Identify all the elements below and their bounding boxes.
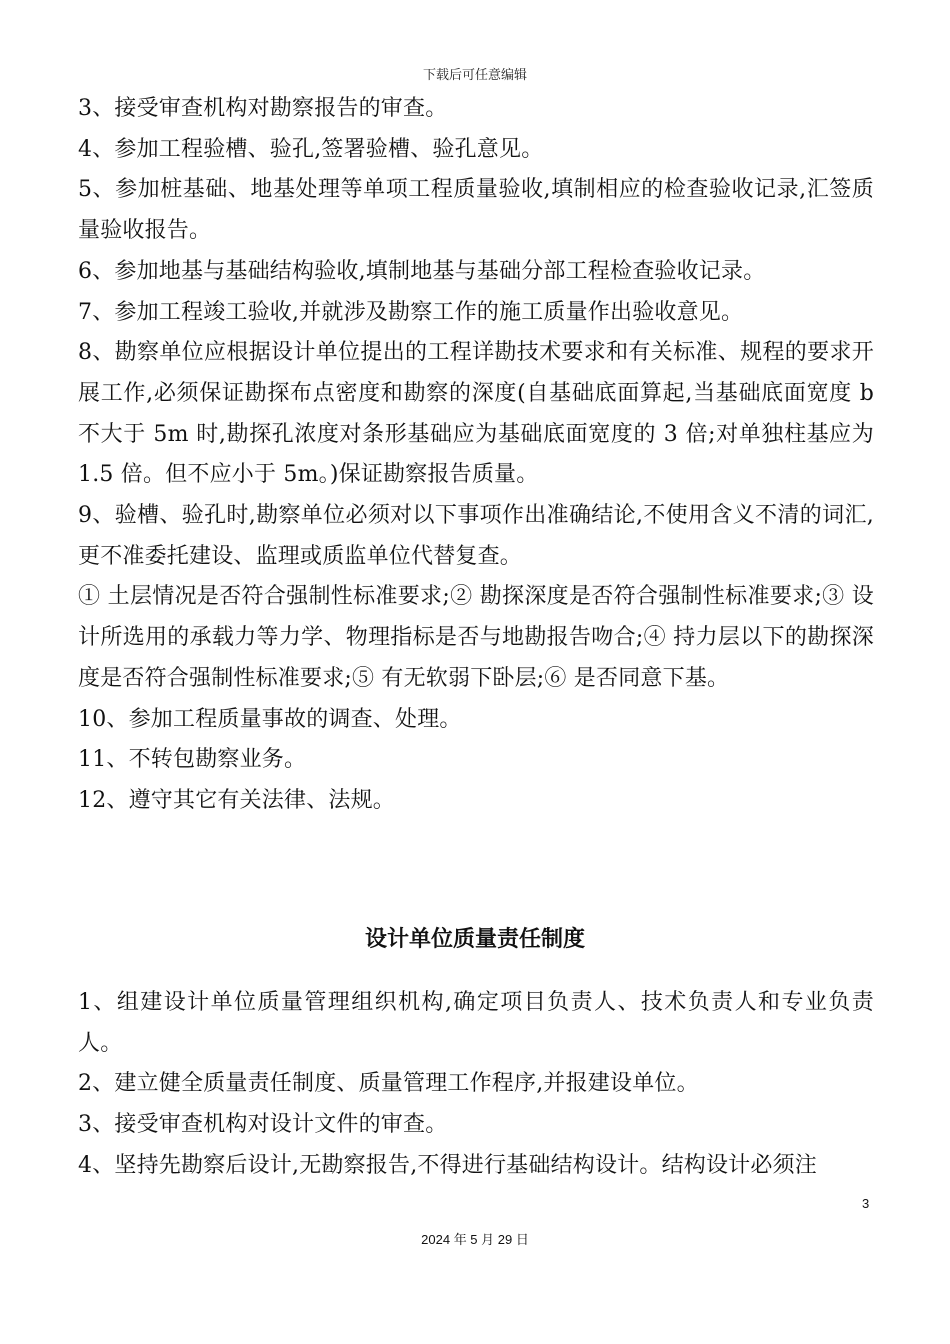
design-paragraph-4: 4、坚持先勘察后设计,无勘察报告,不得进行基础结构设计。结构设计必须注 — [78, 1152, 817, 1178]
design-paragraph-1: 1、组建设计单位质量管理组织机构,确定项目负责人、技术负责人和专业负责人。 — [78, 990, 874, 1056]
design-paragraph-2: 2、建立健全质量责任制度、质量管理工作程序,并报建设单位。 — [78, 1071, 699, 1097]
paragraph-item-4: 4、参加工程验槽、验孔,签署验槽、验孔意见。 — [78, 136, 544, 162]
paragraph-item-3: 3、接受审查机构对勘察报告的审查。 — [78, 96, 448, 121]
paragraph-item-11: 11、不转包勘察业务。 — [78, 747, 307, 773]
paragraph-item-12: 12、遵守其它有关法律、法规。 — [78, 787, 395, 813]
paragraph-item-9: 9、验槽、验孔时,勘察单位必须对以下事项作出准确结论,不使用含义不清的词汇,更不准委托建设、监理或质监单位代替复查。 — [78, 503, 874, 569]
paragraph-item-8: 8、勘察单位应根据设计单位提出的工程详勘技术要求和有关标准、规程的要求开展工作,必须保证勘探布点密度和勘察的深度(自基础底面算起,当基础底面宽度 b 不大于 5m 时,勘探孔浓度对条形基础应为基础底面宽度的 3 倍;对单独柱基应为 1.5 倍。但不应小于 5m。)保证勘察报告质量。 — [78, 340, 874, 488]
footer-date: 2024 年 5 月 29 日 — [421, 1232, 529, 1247]
paragraph-item-6: 6、参加地基与基础结构验收,填制地基与基础分部工程检查验收记录。 — [78, 258, 766, 284]
page-number: 3 — [862, 1196, 870, 1211]
paragraph-checklist: ① 土层情况是否符合强制性标准要求;② 勘探深度是否符合强制性标准要求;③ 设计所选用的承载力等力学、物理指标是否与地勘报告吻合;④ 持力层以下的勘探深度是否符合强制性标准要求;⑤ 有无软弱下卧层;⑥ 是否同意下基。 — [78, 584, 874, 691]
paragraph-item-10: 10、参加工程质量事故的调查、处理。 — [78, 706, 462, 732]
section-title: 设计单位质量责任制度 — [364, 927, 585, 952]
design-paragraph-3: 3、接受审查机构对设计文件的审查。 — [78, 1112, 448, 1138]
page-header: 下载后可任意编辑 — [422, 68, 527, 83]
paragraph-item-5: 5、参加桩基础、地基处理等单项工程质量验收,填制相应的检查验收记录,汇签质量验收报告。 — [78, 177, 874, 244]
paragraph-item-7: 7、参加工程竣工验收,并就涉及勘察工作的施工质量作出验收意见。 — [78, 299, 744, 325]
survey-unit-duties — [78, 89, 874, 822]
design-unit-duties — [78, 983, 874, 1187]
